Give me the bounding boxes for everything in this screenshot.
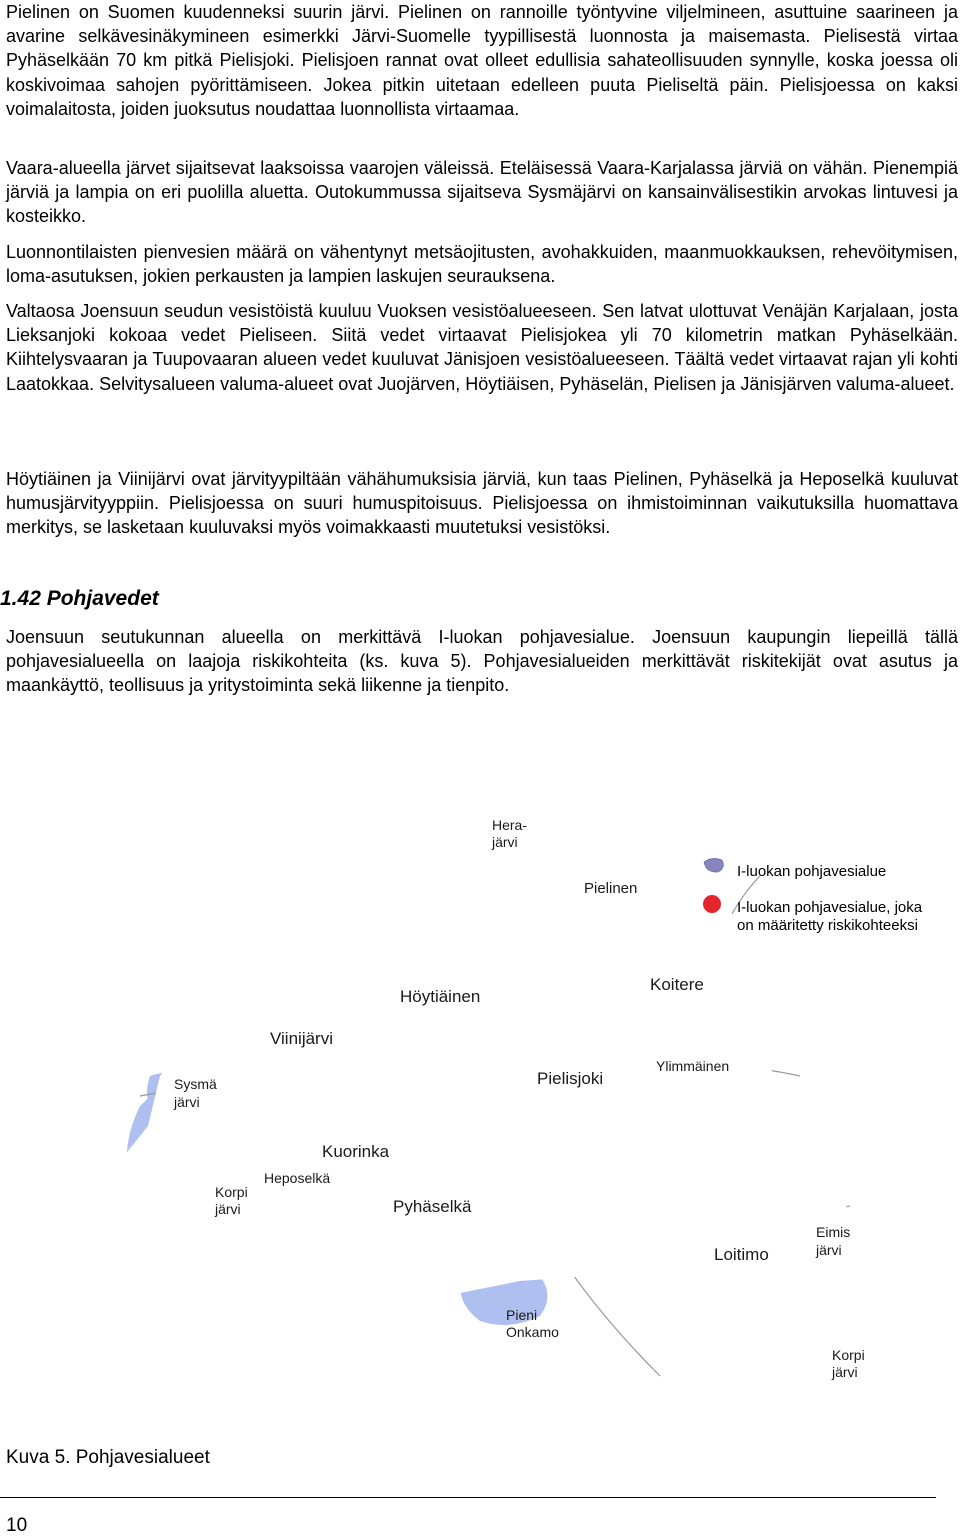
label-pyhaselka: Pyhäselkä: [393, 1197, 472, 1216]
label-viinijarvi: Viinijärvi: [270, 1029, 333, 1048]
label-pielisjoki: Pielisjoki: [537, 1069, 604, 1088]
label-heposelka: Heposelkä: [264, 1170, 331, 1186]
label-korpijarvi-w-2: järvi: [215, 1201, 241, 1217]
label-korpijarvi-se: Korpi: [832, 1347, 865, 1363]
groundwater-map: [100, 776, 960, 1438]
footer-rule: [0, 1497, 936, 1498]
label-eimisjarvi-2: järvi: [816, 1242, 842, 1258]
groundwater-paragraph: Joensuun seutukunnan alueella on merkittävä I-luokan pohjavesialue. Joensuun kaupungin liepeillä tällä pohjavesialueella on laajoja riskikohteita (ks. kuva 5). Pohjavesialueiden merkittävät riskitekijät ovat asutus ja maankäyttö, teollisuus ja yritystoiminta sekä liikenne ja tienpito.: [6, 627, 958, 696]
figure-caption: Kuva 5. Pohjavesialueet: [6, 1447, 210, 1468]
body-paragraph-2: Vaara-alueella järvet sijaitsevat laaksoissa vaarojen väleissä. Eteläisessä Vaara-Karjalassa järviä on vähän. Pienempiä järviä ja lampia on eri puolilla aluetta. Outokummussa sijaitseva Sysmäjärvi on kansainvälisestikin arvokas lintuvesi ja kosteikko.: [6, 158, 958, 227]
label-korpijarvi-se-2: järvi: [832, 1364, 858, 1380]
legend-risk-label-2: on määritetty riskikohteeksi: [737, 917, 918, 934]
label-pieni-onkamo: Pieni: [506, 1307, 538, 1323]
label-heinajarvi: Hera-: [492, 817, 528, 833]
page-number: 10: [6, 1515, 28, 1536]
body-paragraph-1: Pielinen on Suomen kuudenneksi suurin järvi. Pielinen on rannoille työntyvine viljelmineen, asuttuine saarineen ja avarine selkävesinäkymineen esimerkki Järvi-Suomelle tyypillisestä luonnosta ja maisemasta. Pielisestä virtaa Pyhäselkään 70 km pitkä Pielisjoki. Pielisjoen rannat ovat olleet edullisia sahateollisuuden synnylle, koska joessa oli koskivoimaa sahojen pyörittämiseen. Jokea pitkin uitetaan edelleen puuta Pieliseltä päin. Pielisjoessa on kaksi voimalaitosta, joiden juoksutus noudattaa luonnollista virtaamaa.: [6, 2, 958, 119]
body-paragraph-3: Luonnontilaisten pienvesien määrä on vähentynyt metsäojitusten, avohakkuiden, maanmuokkauksen, rehevöitymisen, loma-asutuksen, jokien perkausten ja lampien laskujen seurauksena.: [6, 242, 958, 287]
label-sysmajarvi-2: järvi: [174, 1094, 200, 1110]
label-kuorinka: Kuorinka: [322, 1142, 390, 1161]
label-heinajarvi-2: järvi: [492, 834, 518, 850]
label-eimisjarvi: Eimis: [816, 1224, 851, 1240]
label-loitimo: Loitimo: [714, 1245, 769, 1264]
label-pieni-onkamo-2: Onkamo: [506, 1324, 559, 1340]
label-sysmajarvi: Sysmä: [174, 1076, 217, 1092]
body-paragraph-4: Valtaosa Joensuun seudun vesistöistä kuuluu Vuoksen vesistöalueeseen. Sen latvat ulottuvat Venäjän Karjalaan, josta Lieksanjoki kokoaa vedet Pieliseen. Siitä vedet virtaavat Pielisjokea yli 70 kilometrin matkan Pyhäselkään. Kiihtelysvaaran ja Tuupovaaran alueen vedet kuuluvat Jänisjoen vesistöalueeseen. Täältä vedet virtaavat rajan yli kohti Laatokkaa. Selvitysalueen valuma-alueet ovat Juojärven, Höytiäisen, Pyhäselän, Pielisen ja Jänisjärven valuma-alueet.: [6, 301, 958, 394]
label-korpijarvi-w: Korpi: [215, 1184, 248, 1200]
legend-risk-label: I-luokan pohjavesialue, joka: [737, 899, 923, 916]
label-hoytiainen: Höytiäinen: [400, 987, 481, 1006]
body-paragraph-5: Höytiäinen ja Viinijärvi ovat järvityypiltään vähähumuksisia järviä, kun taas Pielinen, Pyhäselkä ja Heposelkä kuuluvat humusjärvityyppiin. Pielisjoessa on suuri humuspitoisuus. Pielisjoessa on ihmistoiminnan vaikutuksilla huomattava merkitys, se lasketaan kuuluvaksi myös voimakkaasti muutetuksi vesistöksi.: [6, 469, 958, 538]
label-pielinen: Pielinen: [584, 880, 638, 897]
legend-groundwater-label: I-luokan pohjavesialue: [737, 863, 887, 880]
legend-risk-swatch: [703, 895, 721, 913]
legend-groundwater-swatch: [704, 858, 723, 872]
label-ylimmainen: Ylimmäinen: [656, 1058, 730, 1074]
section-heading: 1.42 Pohjavedet: [0, 587, 159, 610]
label-koitere: Koitere: [650, 975, 704, 994]
